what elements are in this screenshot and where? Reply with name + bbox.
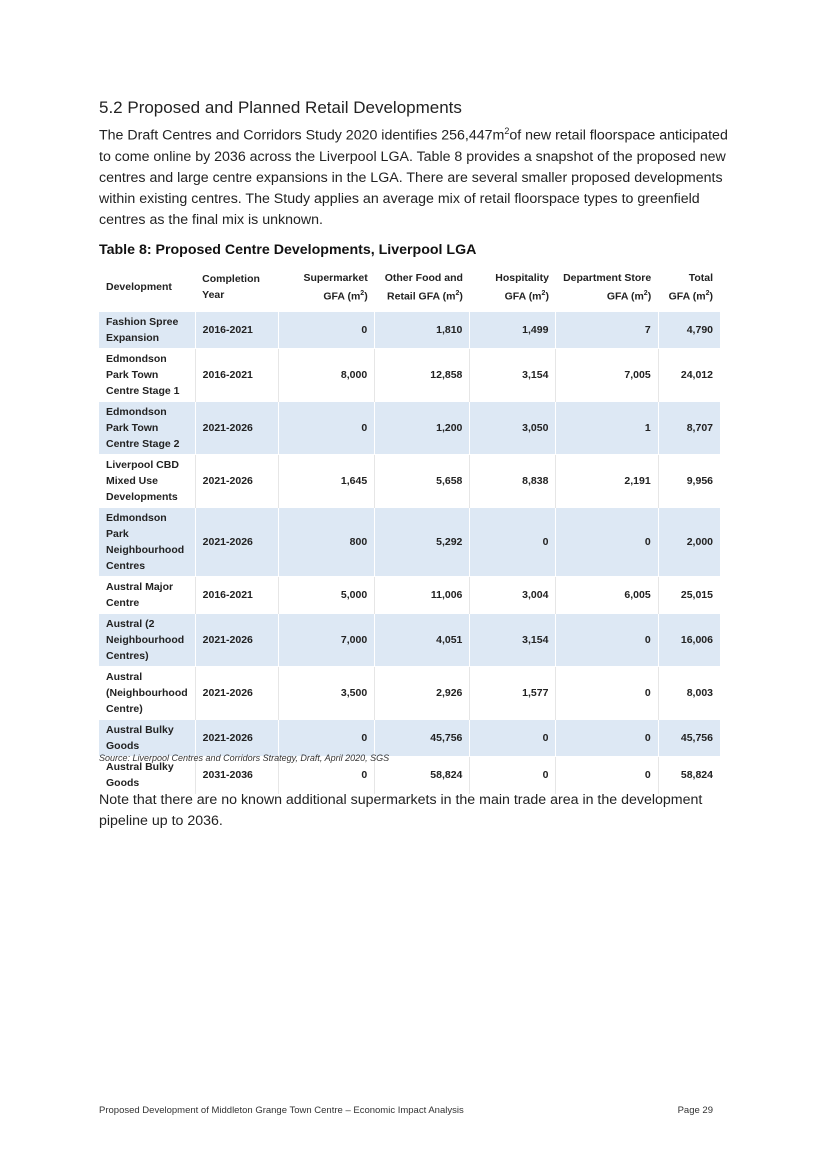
cell-year: 2021-2026 <box>195 614 278 667</box>
cell-hospitality: 3,154 <box>470 614 556 667</box>
cell-other-food: 4,051 <box>375 614 470 667</box>
header-development: Development <box>106 281 172 293</box>
cell-supermarket: 3,500 <box>278 667 375 720</box>
table-row <box>99 402 720 455</box>
footer-document-title: Proposed Development of Middleton Grange Town Centre – Economic Impact Analysis <box>99 1105 464 1116</box>
cell-hospitality: 1,577 <box>470 667 556 720</box>
cell-other-food: 5,292 <box>375 508 470 577</box>
cell-department: 0 <box>556 757 658 794</box>
table-title: Table 8: Proposed Centre Developments, Liverpool LGA <box>99 242 477 258</box>
intro-superscript: 2 <box>504 126 510 136</box>
cell-year: 2031-2036 <box>195 757 278 794</box>
cell-year: 2016-2021 <box>195 312 278 349</box>
cell-department: 1 <box>556 402 658 455</box>
cell-total: 24,012 <box>658 349 720 402</box>
intro-text-start: The Draft Centres and Corridors Study 2020 identifies 256,447m <box>99 127 505 144</box>
cell-department: 6,005 <box>556 577 658 614</box>
header-department-store-gfa: Department Store GFA $(m^2)$ <box>563 271 652 303</box>
table-row <box>99 508 720 577</box>
cell-total: 8,707 <box>658 402 720 455</box>
cell-total: 16,006 <box>658 614 720 667</box>
cell-total: 45,756 <box>658 720 720 757</box>
cell-department: 0 <box>556 667 658 720</box>
cell-department: 0 <box>556 720 658 757</box>
cell-year: 2016-2021 <box>195 349 278 402</box>
cell-year: 2021-2026 <box>195 508 278 577</box>
cell-department: 0 <box>556 508 658 577</box>
cell-department: 7 <box>556 312 658 349</box>
cell-year: 2021-2026 <box>195 402 278 455</box>
section-heading: 5.2 Proposed and Planned Retail Developments <box>99 98 462 117</box>
cell-supermarket: 8,000 <box>278 349 375 402</box>
cell-supermarket: 0 <box>278 720 375 757</box>
table-row <box>99 349 720 402</box>
cell-development: Austral Bulky Goods <box>99 720 195 757</box>
cell-hospitality: 3,154 <box>470 349 556 402</box>
table-header-row <box>99 262 720 312</box>
cell-year: 2016-2021 <box>195 577 278 614</box>
cell-supermarket: 0 <box>278 757 375 794</box>
cell-total: 2,000 <box>658 508 720 577</box>
cell-department: 0 <box>556 614 658 667</box>
developments-table <box>99 262 720 794</box>
cell-total: 58,824 <box>658 757 720 794</box>
cell-supermarket: 800 <box>278 508 375 577</box>
cell-development: Austral (Neighbourhood Centre) <box>99 667 195 720</box>
cell-hospitality: 8,838 <box>470 455 556 508</box>
cell-supermarket: 5,000 <box>278 577 375 614</box>
cell-year: 2021-2026 <box>195 667 278 720</box>
cell-supermarket: 1,645 <box>278 455 375 508</box>
cell-hospitality: 0 <box>470 508 556 577</box>
cell-development: Austral Major Centre <box>99 577 195 614</box>
cell-other-food: 1,200 <box>375 402 470 455</box>
header-total-gfa: Total GFA $(m^2)$ <box>668 271 713 303</box>
table-row <box>99 577 720 614</box>
cell-other-food: 45,756 <box>375 720 470 757</box>
cell-hospitality: 3,004 <box>470 577 556 614</box>
cell-development: Liverpool CBD Mixed Use Developments <box>99 455 195 508</box>
cell-development: Austral (2 Neighbourhood Centres) <box>99 614 195 667</box>
cell-department: 7,005 <box>556 349 658 402</box>
cell-other-food: 5,658 <box>375 455 470 508</box>
cell-development: Edmondson Park Town Centre Stage 1 <box>99 349 195 402</box>
table-row <box>99 455 720 508</box>
cell-hospitality: 1,499 <box>470 312 556 349</box>
cell-other-food: 12,858 <box>375 349 470 402</box>
cell-supermarket: 7,000 <box>278 614 375 667</box>
cell-supermarket: 0 <box>278 312 375 349</box>
note-paragraph: Note that there are no known additional supermarkets in the main trade area in the development pipeline up to 2036. <box>99 792 703 829</box>
table-source: Source: Liverpool Centres and Corridors Strategy, Draft, April 2020, SGS <box>99 753 390 763</box>
cell-other-food: 1,810 <box>375 312 470 349</box>
header-completion-year: Completion Year <box>202 273 260 301</box>
cell-total: 9,956 <box>658 455 720 508</box>
cell-department: 2,191 <box>556 455 658 508</box>
cell-hospitality: 0 <box>470 757 556 794</box>
cell-total: 8,003 <box>658 667 720 720</box>
cell-other-food: 2,926 <box>375 667 470 720</box>
cell-hospitality: 0 <box>470 720 556 757</box>
cell-development: Fashion Spree Expansion <box>99 312 195 349</box>
cell-hospitality: 3,050 <box>470 402 556 455</box>
cell-development: Edmondson Park Neighbourhood Centres <box>99 508 195 577</box>
intro-text-end: of new retail floorspace anticipated to come online by 2036 across the Liverpool LGA. Table 8 provides a snapshot of the proposed new centres and large centre expansions in the LGA. There are several smaller proposed developments within existing centres. The Study applies an average mix of retail floorspace types to greenfield centres as the final mix is unknown. <box>99 127 728 228</box>
cell-other-food: 11,006 <box>375 577 470 614</box>
header-other-food-gfa: Other Food and Retail GFA $(m^2)$ <box>384 271 463 303</box>
table-row <box>99 720 720 757</box>
table-row <box>99 667 720 720</box>
cell-supermarket: 0 <box>278 402 375 455</box>
cell-development: Austral Bulky Goods <box>99 757 195 794</box>
table-row <box>99 312 720 349</box>
cell-total: 25,015 <box>658 577 720 614</box>
cell-other-food: 58,824 <box>375 757 470 794</box>
cell-year: 2021-2026 <box>195 455 278 508</box>
header-hospitality-gfa: Hospitality GFA $(m^2)$ <box>495 271 549 303</box>
table-row <box>99 614 720 667</box>
intro-paragraph <box>99 121 729 231</box>
cell-development: Edmondson Park Town Centre Stage 2 <box>99 402 195 455</box>
cell-total: 4,790 <box>658 312 720 349</box>
cell-year: 2021-2026 <box>195 720 278 757</box>
header-supermarket-gfa: Supermarket GFA $(m^2)$ <box>303 271 368 303</box>
footer-page-number: Page 29 <box>677 1105 713 1116</box>
